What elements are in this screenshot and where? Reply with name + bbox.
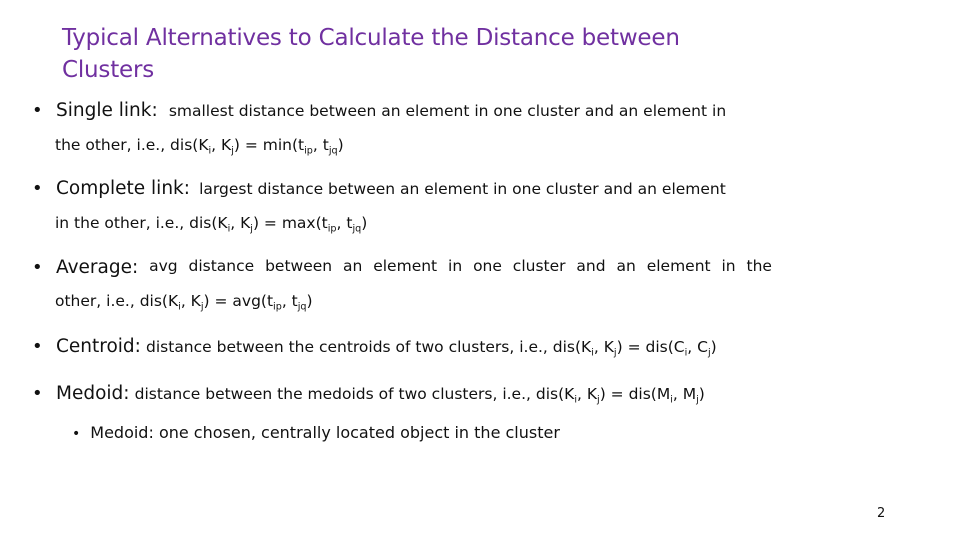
average-desc-word: and (576, 257, 606, 275)
formula-average: other, i.e., $dis(K_i$, $K_j) = avg(t_{ip}$, $t_{jq}$) (55, 292, 313, 313)
average-desc-word: in (448, 257, 463, 275)
bullet-centroid (32, 336, 772, 357)
term-single-link: Single link: (56, 100, 158, 121)
formula-complete-link: in the other, i.e., $dis(K_i$, $K_j) = \max(t_{ip}$, $t_{jq}$) (55, 214, 368, 235)
sub-bullet-marker: • (72, 426, 81, 442)
desc-complete-link: largest distance between an element in one cluster and an element (199, 180, 726, 198)
average-desc-word: one (473, 257, 502, 275)
average-desc-word: avg (149, 257, 178, 275)
desc-centroid: distance between the centroids of two clusters, i.e., $dis(K_i$, $K_j) = dis(C_i$, $C_j$) (146, 338, 717, 359)
average-desc-word: the (746, 257, 772, 275)
average-desc-word: cluster (512, 257, 566, 275)
page-number: 2 (877, 506, 886, 521)
desc-medoid: distance between the medoids of two clusters, i.e., $dis(K_i$, $K_j) = dis(M_i$, $M_j$) (134, 385, 705, 406)
formula-single-link: the other, i.e., $dis(K_i$, $K_j) = \min(t_{ip}$, $t_{jq}$) (55, 136, 344, 157)
bullet-medoid (32, 383, 772, 404)
title-line-2: Clusters (62, 57, 155, 83)
bullet-complete-link (32, 178, 772, 199)
bullet-single-link (32, 100, 772, 121)
average-line (32, 257, 772, 278)
term-medoid: Medoid: (56, 383, 130, 404)
average-desc-word: an (616, 257, 636, 275)
average-desc-word: distance (188, 257, 255, 275)
average-desc-word: element (373, 257, 438, 275)
term-complete-link: Complete link: (56, 178, 190, 199)
desc-single-link: smallest distance between an element in one cluster and an element in (168, 102, 727, 120)
sub-bullet-medoid-note (72, 423, 560, 442)
bullet-marker: • (32, 100, 43, 121)
bullet-marker: • (32, 257, 43, 278)
average-desc-word: in (721, 257, 736, 275)
slide-title (62, 22, 762, 86)
bullet-marker: • (32, 383, 43, 404)
title-line-1: Typical Alternatives to Calculate the Distance between (62, 25, 680, 51)
term-average: Average: (56, 257, 139, 278)
medoid-note-text: Medoid: one chosen, centrally located object in the cluster (90, 423, 560, 442)
bullet-marker: • (32, 178, 43, 199)
term-centroid: Centroid: (56, 336, 141, 357)
average-desc-word: element (646, 257, 711, 275)
bullet-marker: • (32, 336, 43, 357)
average-desc-word: between (265, 257, 333, 275)
bullet-average (32, 257, 772, 278)
average-desc-word: an (343, 257, 363, 275)
